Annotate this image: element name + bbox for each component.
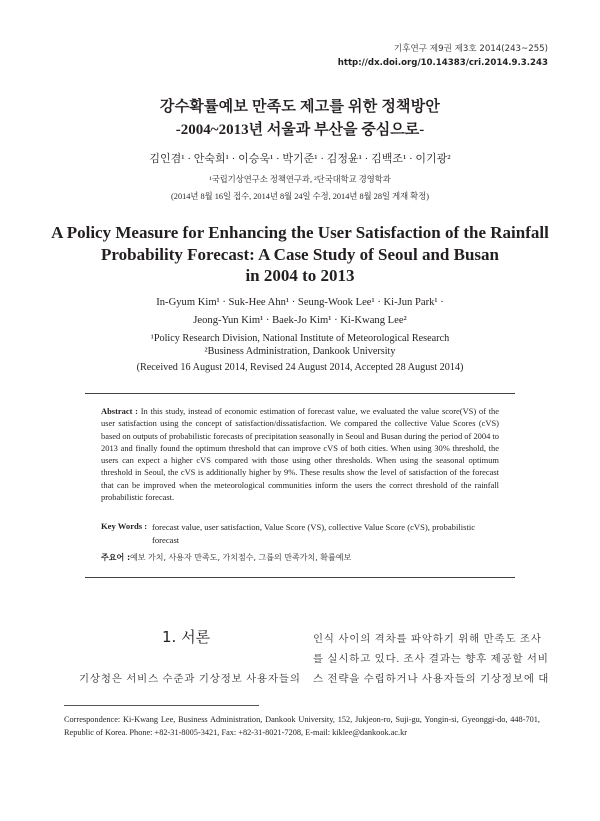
abstract-label: Abstract : (101, 406, 138, 416)
korean-affiliations: ¹국립기상연구소 정책연구과, ²단국대학교 경영학과 (209, 175, 391, 184)
english-dates: (Received 16 August 2014, Revised 24 August 2014, Accepted 28 August 2014) (136, 362, 464, 373)
abstract (101, 405, 499, 503)
english-affiliation-1: ¹Policy Research Division, National Institute of Meteorological Research (150, 333, 450, 344)
keywords-text: forecast value, user satisfaction, Value Score (VS), collective Value Score (cVS), probabilistic forecast (152, 522, 476, 545)
abstract-text: In this study, instead of economic estimation of forecast value, we evaluated the value score(VS) of the user satisfaction using the concept of satisfaction/dissatisfaction. We compared the collective Value Scores (cVS) based on outputs of probabilistic forecasts of precipitation seasonally in Seoul and Busan during the period of 2004 to 2013 and finally found the optimum threshold that can improve cVS of both cities. When using 30% threshold, the users can expect a higher cVS compared with those using other thresholds. When using the seasonal optimum threshold in Seoul, the cVS is additionally higher by 9%. These results show the level of satisfaction of the forecast that can be improved when the meteorological communities inform the users the correct threshold of the rainfall probabilistic forecast. (101, 406, 500, 503)
body-right-column-line-2: 를 실시하고 있다. 조사 결과는 향후 제공할 서비 (313, 654, 549, 665)
body-right-column-line-3: 스 전략을 수립하거나 사용자들의 기상정보에 대 (313, 674, 550, 685)
english-authors-line-1: In-Gyum Kim¹ · Suk-Hee Ahn¹ · Seung-Wook Lee¹ · Ki-Jun Park¹ · (156, 297, 444, 308)
english-authors-line-2: Jeong-Yun Kim¹ · Baek-Jo Kim¹ · Ki-Kwang Lee² (193, 315, 407, 326)
doi-link[interactable]: http://dx.doi.org/10.14383/cri.2014.9.3.243 (337, 58, 548, 68)
korean-keywords-label: 주요어 : (101, 553, 131, 562)
english-affiliation-2: ²Business Administration, Dankook University (204, 346, 396, 357)
keywords-label: Key Words : (101, 521, 148, 531)
journal-citation: 기후연구 제9권 제3호 2014(243~255) (393, 44, 548, 54)
korean-title-line-1: 강수확률예보 만족도 제고를 위한 정책방안 (159, 99, 441, 115)
english-title-line-2: Probability Forecast: A Case Study of Seoul and Busan (101, 244, 499, 264)
section-heading: 1. 서론 (162, 628, 211, 646)
korean-keywords-text: 예보 가치, 사용자 만족도, 가치점수, 그룹의 만족가치, 확률예보 (130, 553, 352, 562)
korean-authors: 김인겸¹ · 안숙희¹ · 이승욱¹ · 박기준¹ · 김정윤¹ · 김백조¹ · 이기광² (149, 153, 451, 165)
english-title-line-1: A Policy Measure for Enhancing the User Satisfaction of the Rainfall (51, 223, 549, 242)
correspondence-footnote: Correspondence: Ki-Kwang Lee, Business Administration, Dankook University, 152, Jukjeon-ro, Suji-gu, Yongin-si, Gyeonggi-do, 448-701, Republic of Korea. Phone: +82-31-8005-3421, Fax: +82-31-8021-7208, E-mail: kiklee@dankook.ac.kr (64, 715, 540, 737)
korean-title-line-2: -2004~2013년 서울과 부산을 중심으로- (175, 122, 425, 138)
english-title (0, 222, 600, 287)
body-left-column-line: 기상청은 서비스 수준과 기상정보 사용자들의 (79, 674, 301, 685)
footnote-divider (64, 705, 259, 706)
korean-dates: (2014년 8월 16일 접수, 2014년 8월 24일 수정, 2014년 8월 28일 게재 확정) (171, 192, 429, 201)
body-right-column-line-1: 인식 사이의 격차를 파악하기 위해 만족도 조사 (313, 634, 542, 645)
english-title-line-3: in 2004 to 2013 (245, 266, 355, 285)
